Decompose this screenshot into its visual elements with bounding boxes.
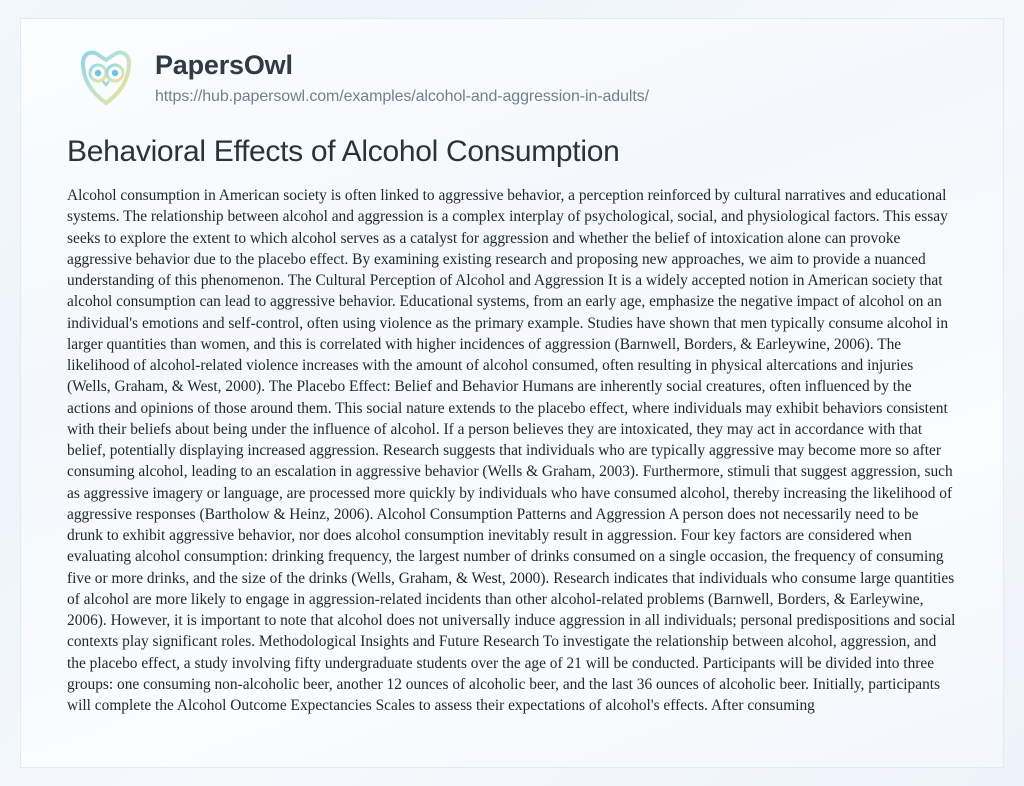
document-body-text: Alcohol consumption in American society is often linked to aggressive behavior, a perception reinforced by cultural narratives and educational systems. The relationship between alcohol and aggression is a complex interplay of psychological, social, and physiological factors. This essay seeks to explore the extent to which alcohol serves as a catalyst for aggression and whether the belief of intoxication alone can provoke aggressive behavior due to the placebo effect. By examining existing research and proposing new approaches, we aim to provide a nuanced understanding of this phenomenon. The Cultural Perception of Alcohol and Aggression It is a widely accepted notion in American society that alcohol consumption can lead to aggressive behavior. Educational systems, from an early age, emphasize the negative impact of alcohol on an individual's emotions and self-control, often using violence as the primary example. Studies have shown that men typically consume alcohol in larger quantities than women, and this is correlated with higher incidences of aggression (Barnwell, Borders, & Earleywine, 2006). The likelihood of alcohol-related violence increases with the amount of alcohol consumed, often resulting in physical altercations and injuries (Wells, Graham, & West, 2000). The Placebo Effect: Belief and Behavior Humans are inherently social creatures, often influenced by the actions and opinions of those around them. This social nature extends to the placebo effect, where individuals may exhibit behaviors consistent with their beliefs about being under the influence of alcohol. If a person believes they are intoxicated, they may act in accordance with that belief, potentially displaying increased aggression. Research suggests that individuals who are typically aggressive may become more so after consuming alcohol, leading to an escalation in aggressive behavior (Wells & Graham, 2003). Furthermore, stimuli that suggest aggression, such as aggressive imagery or language, are processed more quickly by individuals who have consumed alcohol, thereby increasing the likelihood of aggressive responses (Bartholow & Heinz, 2006). Alcohol Consumption Patterns and Aggression A person does not necessarily need to be drunk to exhibit aggressive behavior, nor does alcohol consumption inevitably result in aggression. Four key factors are considered when evaluating alcohol consumption: drinking frequency, the largest number of drinks consumed on a single occasion, the frequency of consuming five or more drinks, and the size of the drinks (Wells, Graham, & West, 2000). Research indicates that individuals who consume large quantities of alcohol are more likely to engage in aggression-related incidents than other alcohol-related problems (Barnwell, Borders, & Earleywine, 2006). However, it is important to note that alcohol does not universally induce aggression in all individuals; personal predispositions and social contexts play significant roles. Methodological Insights and Future Research To investigate the relationship between alcohol, aggression, and the placebo effect, a study involving fifty undergraduate students over the age of 21 will be conducted. Participants will be divided into three groups: one consuming non-alcoholic beer, another 12 ounces of alcoholic beer, and the last 36 ounces of alcoholic beer. Initially, participants will complete the Alcohol Outcome Expectancies Scales to assess their expectations of alcohol's effects. After consuming: [67, 187, 956, 714]
brand-name: PapersOwl: [155, 50, 293, 80]
document-sheet: [20, 18, 1004, 768]
owl-logo-icon: [75, 47, 137, 109]
page-url[interactable]: https://hub.papersowl.com/examples/alcohol-and-aggression-in-adults/: [155, 87, 649, 105]
page-title: Behavioral Effects of Alcohol Consumption: [67, 135, 620, 168]
site-header: [65, 47, 959, 109]
brand-block: [155, 47, 649, 106]
